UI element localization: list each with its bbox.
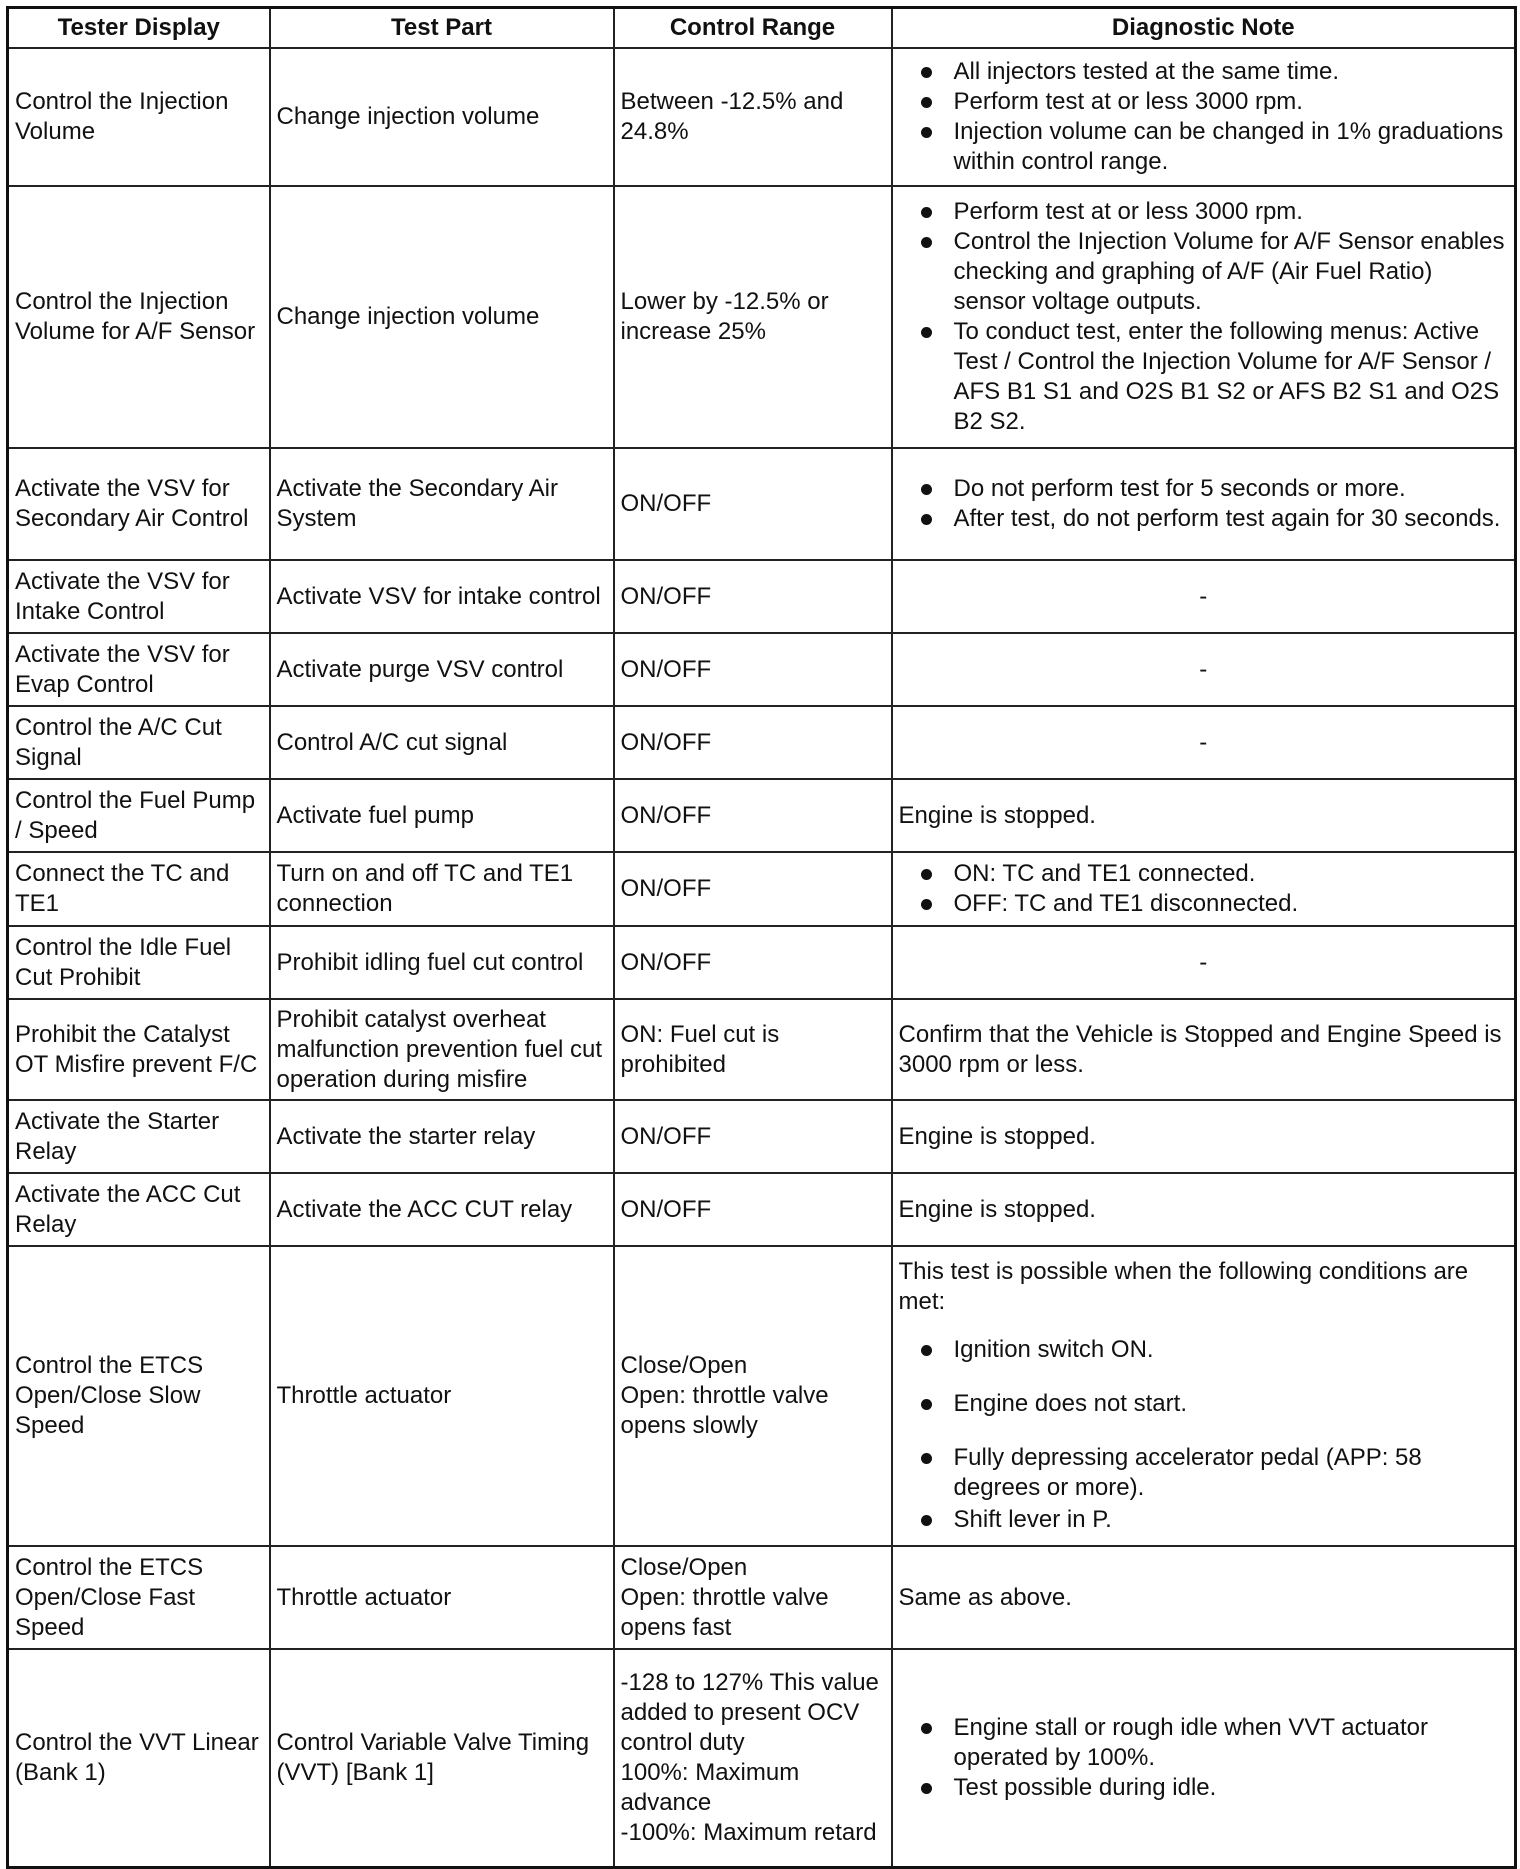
note-item: Shift lever in P. (899, 1505, 1509, 1535)
test-part-cell: Turn on and off TC and TE1 connection (270, 852, 614, 926)
control-range-cell: Between -12.5% and 24.8% (614, 48, 892, 186)
table-row (8, 852, 1516, 926)
diagnostic-note-cell (892, 852, 1516, 926)
table-row (8, 1100, 1516, 1173)
control-range-cell: Lower by -12.5% or increase 25% (614, 186, 892, 448)
table-row (8, 1649, 1516, 1867)
note-item: Fully depressing accelerator pedal (APP: 58 degrees or more). (899, 1443, 1509, 1503)
tester-display-cell: Control the ETCS Open/Close Fast Speed (8, 1546, 270, 1649)
tester-display-cell: Activate the VSV for Secondary Air Control (8, 448, 270, 560)
control-range-cell: ON: Fuel cut is prohibited (614, 999, 892, 1100)
test-part-cell: Prohibit catalyst overheat malfunction prevention fuel cut operation during misfire (270, 999, 614, 1100)
control-range-cell (614, 1649, 892, 1867)
test-part-cell: Control Variable Valve Timing (VVT) [Bank 1] (270, 1649, 614, 1867)
test-part-cell: Activate the ACC CUT relay (270, 1173, 614, 1246)
note-item: ON: TC and TE1 connected. (899, 859, 1509, 889)
table-row (8, 1173, 1516, 1246)
note-item: Ignition switch ON. (899, 1335, 1509, 1365)
table-row (8, 1546, 1516, 1649)
diagnostic-note-cell: Engine is stopped. (892, 779, 1516, 852)
test-part-cell: Control A/C cut signal (270, 706, 614, 779)
test-part-cell: Throttle actuator (270, 1246, 614, 1546)
tester-display-cell: Control the Injection Volume (8, 48, 270, 186)
table-row (8, 633, 1516, 706)
control-range-line: 100%: Maximum advance (620, 1758, 800, 1816)
tester-display-cell: Control the Fuel Pump / Speed (8, 779, 270, 852)
control-range-line: -100%: Maximum retard (620, 1818, 877, 1846)
note-item: All injectors tested at the same time. (899, 57, 1509, 87)
control-range-cell: ON/OFF (614, 1100, 892, 1173)
diagnostic-note-cell (892, 448, 1516, 560)
test-part-cell: Activate the Secondary Air System (270, 448, 614, 560)
control-range-cell: ON/OFF (614, 633, 892, 706)
tester-display-cell: Prohibit the Catalyst OT Misfire prevent F/C (8, 999, 270, 1100)
tester-display-cell: Control the Injection Volume for A/F Sensor (8, 186, 270, 448)
header-tester-display: Tester Display (8, 8, 270, 49)
note-item: Perform test at or less 3000 rpm. (899, 87, 1509, 117)
test-part-cell: Throttle actuator (270, 1546, 614, 1649)
diagnostic-note-cell: - (892, 633, 1516, 706)
tester-display-cell: Control the Idle Fuel Cut Prohibit (8, 926, 270, 999)
control-range-cell: ON/OFF (614, 706, 892, 779)
note-item: Test possible during idle. (899, 1773, 1509, 1803)
control-range-cell: ON/OFF (614, 852, 892, 926)
control-range-line: Open: throttle valve opens fast (620, 1583, 829, 1641)
note-list (899, 197, 1509, 437)
control-range-cell: ON/OFF (614, 1173, 892, 1246)
header-test-part: Test Part (270, 8, 614, 49)
note-item: After test, do not perform test again for 30 seconds. (899, 504, 1509, 534)
test-part-cell: Activate the starter relay (270, 1100, 614, 1173)
test-part-cell: Change injection volume (270, 48, 614, 186)
table-row (8, 186, 1516, 448)
note-item: OFF: TC and TE1 disconnected. (899, 889, 1509, 919)
note-item: Engine does not start. (899, 1389, 1509, 1419)
tester-display-cell: Activate the VSV for Intake Control (8, 560, 270, 633)
control-range-cell: ON/OFF (614, 560, 892, 633)
test-part-cell: Activate purge VSV control (270, 633, 614, 706)
tester-display-cell: Control the ETCS Open/Close Slow Speed (8, 1246, 270, 1546)
control-range-line: -128 to 127% This value added to present OCV control duty (620, 1668, 879, 1756)
diagnostic-note-cell: Confirm that the Vehicle is Stopped and Engine Speed is 3000 rpm or less. (892, 999, 1516, 1100)
note-list (899, 859, 1509, 919)
diagnostic-note-cell: Same as above. (892, 1546, 1516, 1649)
header-row (8, 8, 1516, 49)
diagnostic-note-cell: Engine is stopped. (892, 1100, 1516, 1173)
tester-display-cell: Activate the VSV for Evap Control (8, 633, 270, 706)
note-item: To conduct test, enter the following menus: Active Test / Control the Injection Volume for A/F Sensor / AFS B1 S1 and O2S B1 S2 or AFS B2 S1 and O2S B2 S2. (899, 317, 1509, 437)
note-item: Injection volume can be changed in 1% graduations within control range. (899, 117, 1509, 177)
test-part-cell: Change injection volume (270, 186, 614, 448)
note-item: Engine stall or rough idle when VVT actuator operated by 100%. (899, 1713, 1509, 1773)
diagnostic-table-container (6, 6, 1517, 1869)
table-row (8, 448, 1516, 560)
control-range-cell: ON/OFF (614, 448, 892, 560)
tester-display-cell: Control the A/C Cut Signal (8, 706, 270, 779)
note-list (899, 474, 1509, 534)
table-row (8, 999, 1516, 1100)
control-range-cell (614, 1246, 892, 1546)
note-item: Do not perform test for 5 seconds or more. (899, 474, 1509, 504)
active-test-table (6, 6, 1517, 1869)
header-control-range: Control Range (614, 8, 892, 49)
test-part-cell: Activate fuel pump (270, 779, 614, 852)
diagnostic-note-cell: - (892, 926, 1516, 999)
control-range-cell: ON/OFF (614, 926, 892, 999)
control-range-line: Open: throttle valve opens slowly (620, 1382, 829, 1439)
diagnostic-note-cell: - (892, 706, 1516, 779)
tester-display-cell: Control the VVT Linear (Bank 1) (8, 1649, 270, 1867)
test-part-cell: Prohibit idling fuel cut control (270, 926, 614, 999)
table-row (8, 926, 1516, 999)
test-part-cell: Activate VSV for intake control (270, 560, 614, 633)
table-row (8, 48, 1516, 186)
control-range-cell: ON/OFF (614, 779, 892, 852)
note-item: Control the Injection Volume for A/F Sensor enables checking and graphing of A/F (Air Fuel Ratio) sensor voltage outputs. (899, 227, 1509, 317)
note-list (899, 1713, 1509, 1803)
diagnostic-note-cell: Engine is stopped. (892, 1173, 1516, 1246)
table-row (8, 779, 1516, 852)
tester-display-cell: Activate the ACC Cut Relay (8, 1173, 270, 1246)
note-item: Perform test at or less 3000 rpm. (899, 197, 1509, 227)
note-list (899, 57, 1509, 177)
control-range-line: Close/Open (620, 1553, 748, 1581)
diagnostic-note-cell (892, 186, 1516, 448)
control-range-line: Close/Open (620, 1352, 748, 1379)
diagnostic-note-cell (892, 1246, 1516, 1546)
diagnostic-note-cell (892, 48, 1516, 186)
tester-display-cell: Activate the Starter Relay (8, 1100, 270, 1173)
note-intro: This test is possible when the following conditions are met: (898, 1258, 1469, 1315)
note-list (899, 1335, 1509, 1535)
diagnostic-note-cell (892, 1649, 1516, 1867)
diagnostic-note-cell: - (892, 560, 1516, 633)
header-diagnostic-note: Diagnostic Note (892, 8, 1516, 49)
tester-display-cell: Connect the TC and TE1 (8, 852, 270, 926)
table-row (8, 706, 1516, 779)
table-row (8, 1246, 1516, 1546)
table-row (8, 560, 1516, 633)
control-range-cell (614, 1546, 892, 1649)
